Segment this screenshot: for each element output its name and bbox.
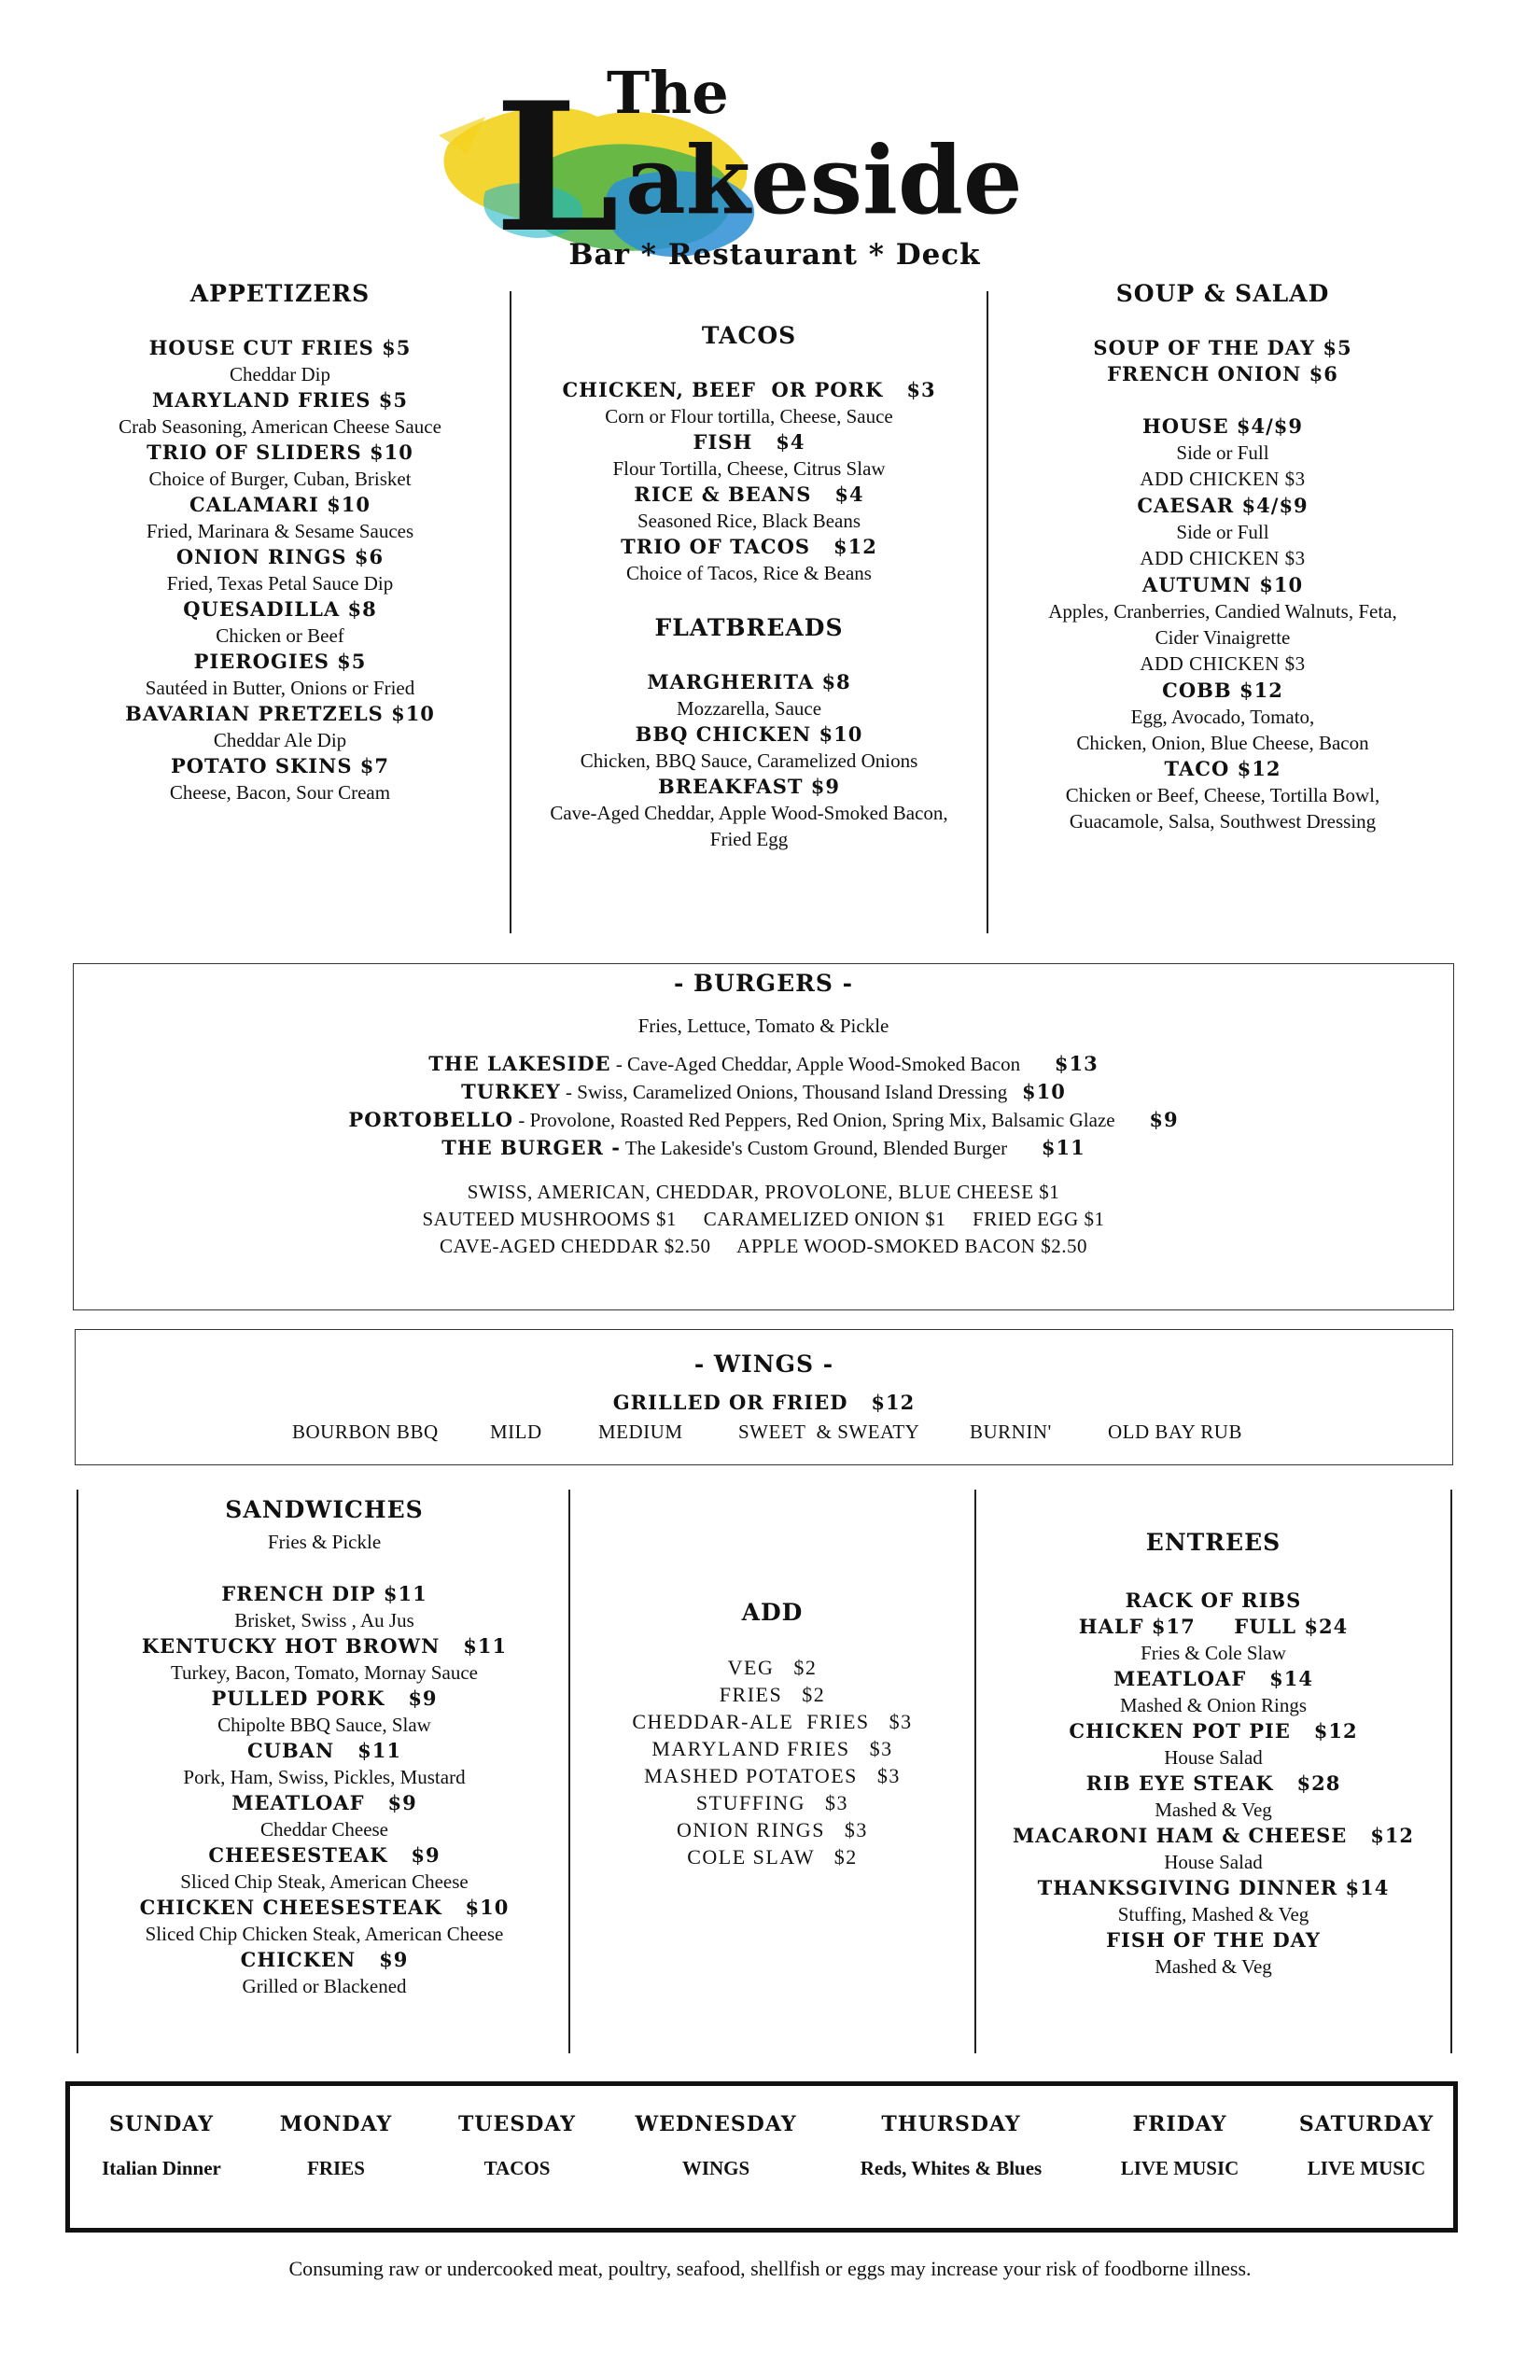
- day-special-text: LIVE MUSIC: [1120, 2157, 1239, 2179]
- add-item: VEG $2: [727, 1656, 818, 1679]
- appetizer-desc: Choice of Burger, Cuban, Brisket: [148, 468, 412, 490]
- day-name: WEDNESDAY: [635, 2112, 797, 2136]
- sandwich-desc: Grilled or Blackened: [242, 1975, 407, 1997]
- burger-addons-line: SWISS, AMERICAN, CHEDDAR, PROVOLONE, BLUE CHEESE $1: [467, 1181, 1060, 1203]
- wings-section: [75, 1329, 1453, 1465]
- burger-addons: [74, 1179, 1453, 1260]
- entree-name: HALF $17 FULL $24: [1078, 1615, 1349, 1638]
- day-special-5: [1077, 2112, 1282, 2180]
- taco-desc: Seasoned Rice, Black Beans: [637, 510, 861, 532]
- appetizer-desc: Cheese, Bacon, Sour Cream: [169, 781, 391, 804]
- day-name: FRIDAY: [1132, 2112, 1227, 2136]
- autumn-salad: AUTUMN $10: [1141, 573, 1304, 596]
- entree-desc: House Salad: [1164, 1746, 1263, 1769]
- add-item: COLE SLAW $2: [687, 1845, 858, 1869]
- soup-salad-heading: SOUP & SALAD: [1115, 280, 1330, 307]
- day-name: SUNDAY: [109, 2112, 214, 2136]
- burgers-subheading: Fries, Lettuce, Tomato & Pickle: [637, 1015, 889, 1037]
- sandwiches-subheading: Fries & Pickle: [267, 1531, 382, 1553]
- flatbread-name: MARGHERITA $8: [647, 670, 851, 693]
- logo-tagline: Bar * Restaurant * Deck: [568, 238, 981, 272]
- taco-desc: Flour Tortilla, Cheese, Citrus Slaw: [612, 457, 886, 480]
- entree-desc: Mashed & Onion Rings: [1119, 1694, 1308, 1716]
- appetizer-desc: Fried, Texas Petal Sauce Dip: [166, 572, 394, 595]
- cobb-salad-desc: Chicken, Onion, Blue Cheese, Bacon: [1076, 732, 1369, 754]
- entree-name: RACK OF RIBS: [1125, 1589, 1302, 1612]
- wing-flavor: BURNIN': [970, 1421, 1052, 1443]
- sandwich-desc: Sliced Chip Steak, American Cheese: [180, 1870, 469, 1893]
- burger-price: $13: [1054, 1052, 1099, 1075]
- sandwich-name: CHICKEN $9: [240, 1948, 409, 1971]
- appetizer-name: HOUSE CUT FRIES $5: [148, 336, 412, 359]
- add-item: STUFFING $3: [695, 1791, 849, 1814]
- burger-desc: The Lakeside's Custom Ground, Blended Burger: [620, 1137, 1008, 1159]
- sandwich-desc: Turkey, Bacon, Tomato, Mornay Sauce: [170, 1661, 479, 1684]
- sandwich-desc: Chipolte BBQ Sauce, Slaw: [217, 1714, 431, 1736]
- burger-item: [74, 1050, 1453, 1078]
- entree-name: MEATLOAF $14: [1113, 1667, 1314, 1690]
- entree-name: RIB EYE STEAK $28: [1085, 1771, 1341, 1795]
- taco-name: TRIO OF TACOS $12: [621, 535, 877, 558]
- entree-desc: Mashed & Veg: [1155, 1799, 1272, 1821]
- burger-item: [74, 1134, 1453, 1162]
- cobb-salad: COBB $12: [1162, 679, 1283, 702]
- appetizer-desc: Crab Seasoning, American Cheese Sauce: [119, 415, 441, 438]
- flatbread-desc: Fried Egg: [709, 828, 789, 850]
- add-item: MASHED POTATOES $3: [644, 1764, 901, 1787]
- flatbread-desc: Chicken, BBQ Sauce, Caramelized Onions: [580, 749, 918, 772]
- add-item: MARYLAND FRIES $3: [651, 1737, 893, 1760]
- entree-name: MACARONI HAM & CHEESE $12: [1012, 1824, 1415, 1847]
- day-name: TUESDAY: [458, 2112, 576, 2136]
- taco-name: FISH $4: [693, 430, 805, 454]
- weekly-specials: [65, 2081, 1458, 2233]
- column-divider: [974, 1490, 976, 2053]
- appetizer-name: BAVARIAN PRETZELS $10: [125, 702, 435, 725]
- sandwiches-heading: SANDWICHES: [225, 1496, 424, 1523]
- house-salad: HOUSE $4/$9: [1141, 414, 1304, 438]
- add-item: FRIES $2: [719, 1683, 826, 1706]
- sandwich-desc: Sliced Chip Chicken Steak, American Cheese: [145, 1923, 504, 1945]
- burger-desc: - Swiss, Caramelized Onions, Thousand Island Dressing: [560, 1081, 1008, 1103]
- caesar-salad: CAESAR $4/$9: [1137, 494, 1309, 517]
- day-special-6: [1264, 2112, 1469, 2180]
- entree-desc: Stuffing, Mashed & Veg: [1117, 1903, 1309, 1925]
- tacos-section: [523, 322, 975, 852]
- wing-flavor: MEDIUM: [598, 1421, 683, 1443]
- sandwich-desc: Brisket, Swiss , Au Jus: [234, 1609, 414, 1631]
- entree-desc: Fries & Cole Slaw: [1141, 1642, 1286, 1664]
- wings-heading: - WINGS -: [693, 1351, 834, 1378]
- appetizer-desc: Chicken or Beef: [216, 624, 344, 647]
- logo-big-letter: L: [495, 63, 620, 272]
- day-special-text: LIVE MUSIC: [1307, 2157, 1426, 2179]
- flatbread-desc: Mozzarella, Sauce: [676, 697, 822, 720]
- flatbread-desc: Cave-Aged Cheddar, Apple Wood-Smoked Bacon,: [550, 802, 948, 824]
- appetizer-name: QUESADILLA $8: [183, 597, 377, 621]
- flatbread-name: BREAKFAST $9: [657, 775, 841, 798]
- burger-desc: - Provolone, Roasted Red Peppers, Red Onion, Spring Mix, Balsamic Glaze: [513, 1109, 1115, 1131]
- entrees-section: [980, 1529, 1447, 1980]
- day-name: MONDAY: [279, 2112, 393, 2136]
- wing-flavor: MILD: [490, 1421, 542, 1443]
- appetizer-name: POTATO SKINS $7: [170, 754, 390, 777]
- house-salad-desc: Side or Full: [1176, 441, 1269, 464]
- sandwich-desc: Cheddar Cheese: [259, 1818, 389, 1841]
- appetizer-desc: Cheddar Dip: [230, 363, 330, 385]
- sandwich-desc: Pork, Ham, Swiss, Pickles, Mustard: [183, 1766, 466, 1788]
- house-salad-add: ADD CHICKEN $3: [1140, 468, 1306, 490]
- sandwich-name: CHEESESTEAK $9: [208, 1843, 441, 1867]
- wing-flavor: BOURBON BBQ: [292, 1421, 439, 1443]
- taco-salad-desc: Guacamole, Salsa, Southwest Dressing: [1069, 810, 1377, 833]
- day-special-3: [613, 2112, 819, 2180]
- appetizer-name: MARYLAND FRIES $5: [151, 388, 408, 412]
- burger-item: [74, 1078, 1453, 1106]
- burger-name: PORTOBELLO: [348, 1108, 514, 1131]
- taco-salad: TACO $12: [1164, 757, 1281, 780]
- burger-addons-line: CAVE-AGED CHEDDAR $2.50 APPLE WOOD-SMOKED BACON $2.50: [440, 1235, 1087, 1257]
- sandwiches-section: [89, 1496, 560, 1999]
- taco-salad-desc: Chicken or Beef, Cheese, Tortilla Bowl,: [1065, 784, 1380, 806]
- appetizer-name: ONION RINGS $6: [175, 545, 385, 568]
- column-divider: [1450, 1490, 1452, 2053]
- add-heading: ADD: [741, 1599, 804, 1626]
- wing-flavor: OLD BAY RUB: [1108, 1421, 1242, 1443]
- caesar-salad-desc: Side or Full: [1176, 521, 1269, 543]
- entree-name: THANKSGIVING DINNER $14: [1037, 1876, 1390, 1899]
- cobb-salad-desc: Egg, Avocado, Tomato,: [1130, 706, 1315, 728]
- sandwich-name: CUBAN $11: [246, 1739, 402, 1762]
- taco-desc: Choice of Tacos, Rice & Beans: [626, 562, 872, 584]
- appetizer-desc: Sautéed in Butter, Onions or Fried: [145, 677, 415, 699]
- burger-price: $11: [1041, 1136, 1085, 1159]
- day-special-2: [414, 2112, 620, 2180]
- flatbreads-heading: FLATBREADS: [654, 614, 844, 641]
- sandwich-name: FRENCH DIP $11: [221, 1582, 427, 1605]
- autumn-salad-desc: Apples, Cranberries, Candied Walnuts, Feta,: [1048, 600, 1397, 623]
- french-onion: FRENCH ONION $6: [1107, 362, 1338, 385]
- burger-item: [74, 1106, 1453, 1134]
- taco-desc: Corn or Flour tortilla, Cheese, Sauce: [605, 405, 893, 427]
- burger-price: $9: [1149, 1108, 1179, 1131]
- soup-of-day: SOUP OF THE DAY $5: [1093, 336, 1352, 359]
- wing-flavor: SWEET & SWEATY: [738, 1421, 920, 1443]
- entrees-heading: ENTREES: [1145, 1529, 1281, 1556]
- add-item: ONION RINGS $3: [677, 1818, 868, 1841]
- column-divider: [987, 291, 988, 933]
- day-name: SATURDAY: [1298, 2112, 1435, 2136]
- day-name: THURSDAY: [881, 2112, 1021, 2136]
- autumn-salad-desc: Cider Vinaigrette: [1155, 626, 1291, 649]
- burger-desc: - Cave-Aged Cheddar, Apple Wood-Smoked Bacon: [610, 1053, 1021, 1075]
- taco-name: CHICKEN, BEEF OR PORK $3: [562, 378, 936, 401]
- day-special-text: FRIES: [307, 2157, 365, 2179]
- burger-addons-line: SAUTEED MUSHROOMS $1 CARAMELIZED ONION $1 FRIED EGG $1: [422, 1208, 1105, 1230]
- column-divider: [77, 1490, 78, 2053]
- burger-price: $10: [1022, 1080, 1066, 1103]
- entree-desc: House Salad: [1164, 1851, 1263, 1873]
- wings-subheading: GRILLED OR FRIED $12: [612, 1391, 916, 1414]
- day-special-text: WINGS: [681, 2157, 750, 2179]
- day-special-1: [233, 2112, 439, 2180]
- day-special-text: Reds, Whites & Blues: [860, 2157, 1043, 2179]
- sandwich-name: MEATLOAF $9: [231, 1791, 417, 1814]
- logo: [429, 51, 1027, 280]
- column-divider: [510, 291, 511, 933]
- autumn-salad-add: ADD CHICKEN $3: [1140, 652, 1306, 675]
- food-safety-disclaimer: Consuming raw or undercooked meat, poultry, seafood, shellfish or eggs may increase your risk of foodborne illness.: [288, 2257, 1252, 2280]
- flatbread-name: BBQ CHICKEN $10: [635, 722, 863, 746]
- burgers-heading: - BURGERS -: [673, 970, 854, 997]
- appetizers-section: [84, 280, 476, 805]
- taco-name: RICE & BEANS $4: [634, 483, 864, 506]
- day-special-text: Italian Dinner: [102, 2157, 221, 2179]
- sandwich-name: PULLED PORK $9: [211, 1687, 438, 1710]
- day-special-text: TACOS: [483, 2157, 551, 2179]
- burger-name: TURKEY: [461, 1080, 561, 1103]
- sandwich-name: CHICKEN CHEESESTEAK $10: [139, 1896, 510, 1919]
- entree-name: FISH OF THE DAY: [1106, 1928, 1321, 1952]
- sandwich-name: KENTUCKY HOT BROWN $11: [141, 1634, 508, 1658]
- caesar-salad-add: ADD CHICKEN $3: [1140, 547, 1306, 569]
- appetizer-name: PIEROGIES $5: [193, 650, 367, 673]
- appetizer-name: CALAMARI $10: [189, 493, 371, 516]
- entree-name: CHICKEN POT PIE $12: [1069, 1719, 1358, 1743]
- appetizers-heading: APPETIZERS: [189, 280, 371, 307]
- add-item: CHEDDAR-ALE FRIES $3: [632, 1710, 913, 1733]
- burger-name: THE LAKESIDE: [428, 1052, 611, 1075]
- burgers-list: [74, 1050, 1453, 1162]
- tacos-heading: TACOS: [701, 322, 797, 349]
- day-special-4: [848, 2112, 1054, 2180]
- appetizer-name: TRIO OF SLIDERS $10: [147, 441, 413, 464]
- logo-the: The: [607, 59, 729, 127]
- column-divider: [568, 1490, 570, 2053]
- soup-salad-section: [1008, 280, 1437, 834]
- appetizer-desc: Fried, Marinara & Sesame Sauces: [146, 520, 414, 542]
- logo-rest: akeside: [625, 125, 1023, 235]
- appetizer-desc: Cheddar Ale Dip: [213, 729, 347, 751]
- burger-name: THE BURGER -: [441, 1136, 621, 1159]
- entree-desc: Mashed & Veg: [1155, 1955, 1272, 1978]
- add-section: [574, 1599, 971, 1870]
- burgers-section: [73, 963, 1454, 1310]
